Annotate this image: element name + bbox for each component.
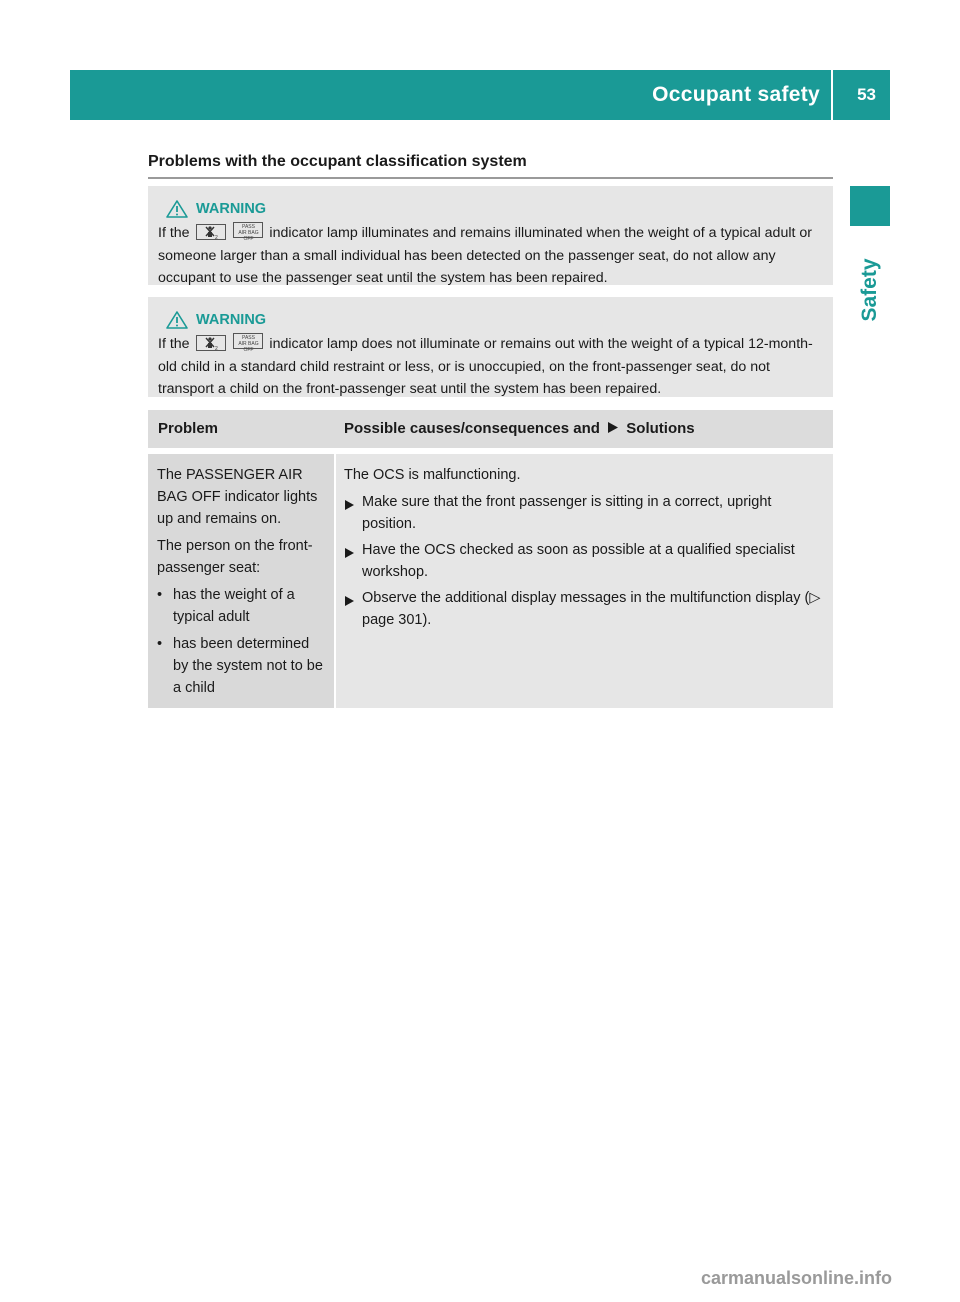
warning-label: WARNING: [196, 200, 267, 217]
problem-condition: The person on the front-passenger seat:: [157, 538, 313, 576]
arrow-right-icon: [344, 547, 355, 559]
list-item-text: has been determined by the system not to be a child: [173, 636, 323, 696]
warning-text: [158, 222, 825, 290]
warning-triangle-icon: [166, 200, 188, 218]
solutions-cell: [336, 454, 833, 708]
solution-step-text: Have the OCS checked as soon as possible at a qualified specialist workshop.: [362, 542, 795, 580]
warning-text-body: indicator lamp does not illuminate or remains out with the weight of a typical 12-month-old child in a standard child restraint or less, or is unoccupied, on the front-passenger seat, do not transport a child on the front-passenger seat until the system has been repaired.: [158, 336, 813, 397]
column-header-causes-text: Possible causes/consequences and: [344, 420, 600, 437]
column-header-causes: [336, 410, 833, 448]
warning-triangle-icon: [166, 311, 188, 329]
section-tab-label: Safety: [858, 258, 881, 322]
warning-text: [158, 333, 825, 401]
problem-description: The PASSENGER AIR BAG OFF indicator lights up and remains on.: [157, 467, 318, 527]
warning-box-2: [148, 297, 833, 397]
child-seat-icon: [196, 224, 226, 240]
column-header-solutions-text: Solutions: [626, 420, 695, 437]
solution-step: [344, 539, 825, 583]
svg-text:2: 2: [214, 346, 218, 351]
bullet-icon: •: [157, 636, 163, 652]
solution-step-text: Make sure that the front passenger is sitting in a correct, upright position.: [362, 494, 772, 532]
svg-text:2: 2: [214, 235, 218, 240]
solution-step: [344, 587, 825, 631]
list-item-text: has the weight of a typical adult: [173, 587, 295, 625]
list-item: [157, 584, 326, 628]
table-header-row: [148, 410, 833, 448]
header-bar: [70, 70, 890, 120]
cause-text: The OCS is malfunctioning.: [344, 467, 521, 483]
arrow-right-icon: [607, 421, 619, 434]
list-item: [157, 633, 326, 699]
solution-step: [344, 491, 825, 535]
arrow-right-icon: [344, 499, 355, 511]
header-divider: [831, 70, 833, 120]
passenger-airbag-off-icon: PASS AIR BAG OFF: [233, 333, 263, 349]
arrow-right-icon: [344, 595, 355, 607]
problem-cell: [148, 454, 334, 708]
warning-text-start: If the: [158, 336, 190, 352]
passenger-airbag-off-icon: PASS AIR BAG OFF: [233, 222, 263, 238]
bullet-icon: •: [157, 587, 163, 603]
section-divider: [148, 177, 833, 179]
page-title: Occupant safety: [652, 83, 820, 106]
solution-step-text[interactable]: Observe the additional display messages in the multifunction display (▷ page 301).: [362, 590, 821, 628]
problems-table: [148, 410, 833, 708]
page-number: 53: [857, 85, 876, 104]
child-seat-icon: [196, 335, 226, 351]
warning-box-1: [148, 186, 833, 285]
site-watermark: carmanualsonline.info: [700, 1268, 892, 1288]
warning-text-body: indicator lamp illuminates and remains illuminated when the weight of a typical adult or someone larger than a small individual has been detected on the passenger seat, do not allow any occupant to use the passenger seat until the system has been repaired.: [158, 225, 812, 286]
warning-label: WARNING: [196, 311, 267, 328]
section-heading: Problems with the occupant classification system: [148, 153, 527, 170]
table-row: [148, 454, 833, 708]
warning-text-start: If the: [158, 225, 190, 241]
column-header-problem: Problem: [158, 420, 219, 437]
section-tab-marker: [850, 186, 890, 226]
